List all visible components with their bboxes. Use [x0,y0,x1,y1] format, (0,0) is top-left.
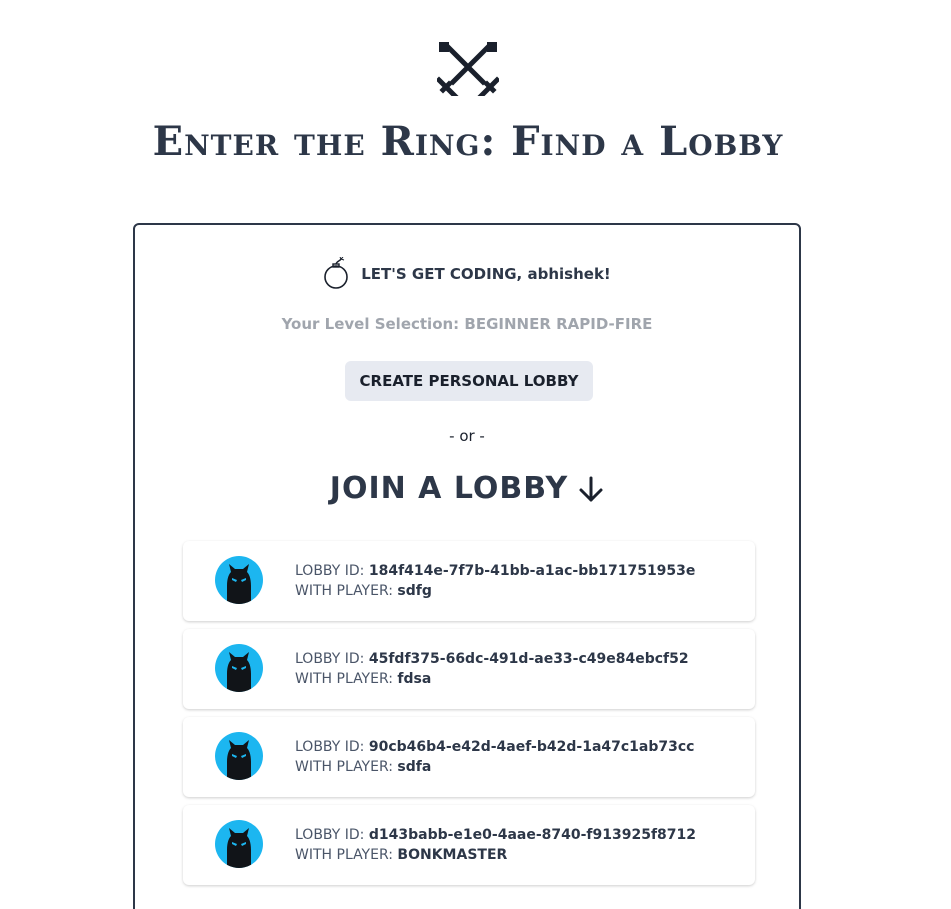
player-label: WITH PLAYER: [295,671,393,687]
join-lobby-heading [135,471,799,506]
lobby-card [133,223,801,909]
logo [0,40,936,96]
lobby-id-label: LOBBY ID: [295,739,365,755]
lobby-list-item[interactable] [183,541,755,621]
lobby-id-label: LOBBY ID: [295,651,365,667]
cat-avatar-icon [215,556,263,604]
player-name: sdfa [397,759,432,775]
crossed-swords-icon [437,40,499,96]
lobby-id-label: LOBBY ID: [295,563,365,579]
lobby-details [295,737,694,777]
lobby-id-value: 184f414e-7f7b-41bb-a1ac-bb171751953e [368,563,696,579]
player-label: WITH PLAYER: [295,583,393,599]
player-name: sdfg [397,583,432,599]
lobby-details [295,825,696,865]
lobby-list-item[interactable] [183,629,755,709]
page-title: Enter the Ring: Find a Lobby [152,118,784,165]
lobby-id-value: 45fdf375-66dc-491d-ae33-c49e84ebcf52 [368,651,689,667]
player-label: WITH PLAYER: [295,759,393,775]
cat-avatar-icon [215,644,263,692]
greeting [135,257,799,291]
lobby-list-item[interactable] [183,717,755,797]
lobby-details [295,649,689,689]
lobby-id-value: d143babb-e1e0-4aae-8740-f913925f8712 [368,827,697,843]
join-lobby-label: JOIN A LOBBY [329,471,569,506]
level-selection: Your Level Selection: BEGINNER RAPID-FIRE [281,315,653,333]
bomb-icon [323,257,351,291]
create-personal-lobby-button[interactable]: CREATE PERSONAL LOBBY [345,361,593,401]
player-label: WITH PLAYER: [295,847,393,863]
lobby-details [295,561,695,601]
lobby-list [183,541,755,893]
lobby-id-value: 90cb46b4-e42d-4aef-b42d-1a47c1ab73cc [368,739,695,755]
player-name: fdsa [397,671,432,687]
lobby-id-label: LOBBY ID: [295,827,365,843]
greeting-text: LET'S GET CODING, abhishek! [361,265,611,283]
or-divider: - or - [449,427,485,445]
arrow-down-icon [578,475,604,503]
lobby-list-item[interactable] [183,805,755,885]
player-name: BONKMASTER [397,847,508,863]
cat-avatar-icon [215,732,263,780]
cat-avatar-icon [215,820,263,868]
